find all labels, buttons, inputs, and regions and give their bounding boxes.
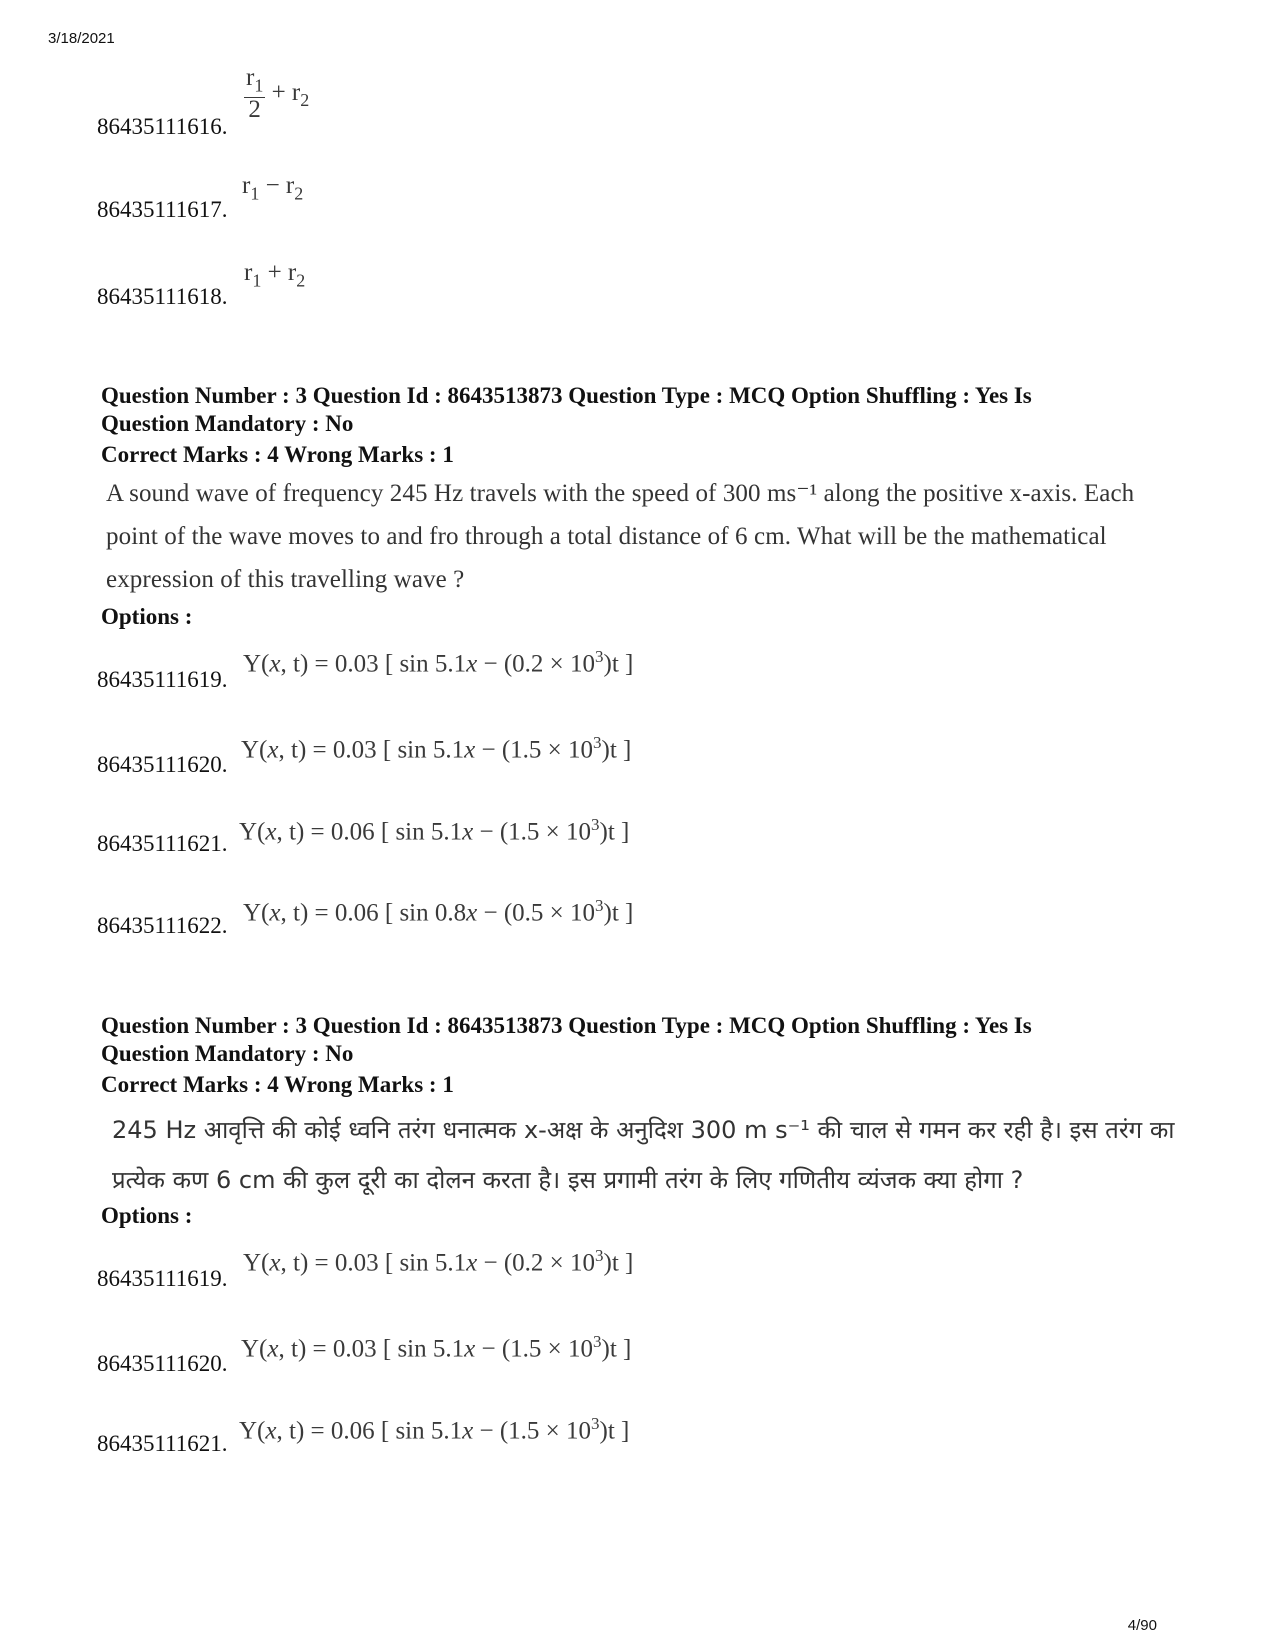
option-formula-image: Y(x, t) = 0.06 [ $\sin 5.1x - (1.5 \times 10^3)t$ ] — [239, 815, 630, 846]
options-label: Options : — [101, 604, 193, 629]
option-id: 86435111619. — [97, 667, 228, 692]
question-meta: Question Number : 3 Question Id : 8643513873 Question Type : MCQ Option Shuffling : Yes Is Question Mandatory : No — [101, 1013, 1032, 1066]
option-formula-image: Y(x, t) = 0.06 [ $\sin 5.1x - (1.5 \times 10^3)t$ ] — [239, 1414, 630, 1445]
option-formula-image: Y(x, t) = 0.03 [ $\sin 5.1x - (1.5 \times 10^3)t$ ] — [241, 733, 632, 764]
option-id: 86435111621. — [97, 831, 228, 856]
option-formula-image: $r_1 + r_2$ — [244, 259, 306, 291]
question-text: 245 Hz आवृत्ति की कोई ध्वनि तरंग धनात्मक x-अक्ष के अनुदिश 300 m s⁻¹ की चाल से गमन कर रही है। इस तरंग का प्रत्येक कण 6 cm की कुल दूरी का दोलन करता है। इस प्रगामी तरंग के लिए गणितीय व्यंजक क्या होगा ? — [112, 1116, 1175, 1194]
option-id: 86435111622. — [97, 913, 228, 938]
option-formula-image: $r_1 - r_2$ — [242, 172, 304, 204]
options-label: Options : — [101, 1203, 193, 1228]
print-date: 3/18/2021 — [48, 30, 115, 47]
question-marks: Correct Marks : 4 Wrong Marks : 1 — [101, 1072, 454, 1097]
option-formula-image: Y(x, t) = 0.03 [ $\sin 5.1x - (1.5 \times 10^3)t$ ] — [241, 1332, 632, 1363]
option-id: 86435111618. — [97, 284, 228, 309]
option-id: 86435111621. — [97, 1431, 228, 1456]
question-marks: Correct Marks : 4 Wrong Marks : 1 — [101, 442, 454, 467]
option-id: 86435111620. — [97, 1351, 228, 1376]
question-text: A sound wave of frequency 245 Hz travels with the speed of 300 ms⁻¹ along the positive x-axis. Each point of the wave moves to and fro through a total distance of 6 cm. What will be the mathematical expression of this travelling wave ? — [106, 480, 1135, 593]
option-formula-image: Y(x, t) = 0.06 [ $\sin 0.8x - (0.5 \times 10^3)t$ ] — [243, 896, 634, 927]
option-id: 86435111619. — [97, 1266, 228, 1291]
page-number: 4/90 — [1127, 1617, 1157, 1634]
option-formula-image: Y(x, t) = 0.03 [ $\sin 5.1x - (0.2 \times 10^3)t$ ] — [243, 1246, 634, 1277]
question-meta: Question Number : 3 Question Id : 8643513873 Question Type : MCQ Option Shuffling : Yes Is Question Mandatory : No — [101, 383, 1032, 436]
option-id: 86435111620. — [97, 752, 228, 777]
option-formula-image: $\frac{r_1}{2}$ + $r_2$ — [246, 64, 310, 124]
option-formula-image: Y(x, t) = 0.03 [ $\sin 5.1x - (0.2 \times 10^3)t$ ] — [243, 647, 634, 678]
option-id: 86435111617. — [97, 197, 228, 222]
option-id: 86435111616. — [97, 114, 228, 139]
